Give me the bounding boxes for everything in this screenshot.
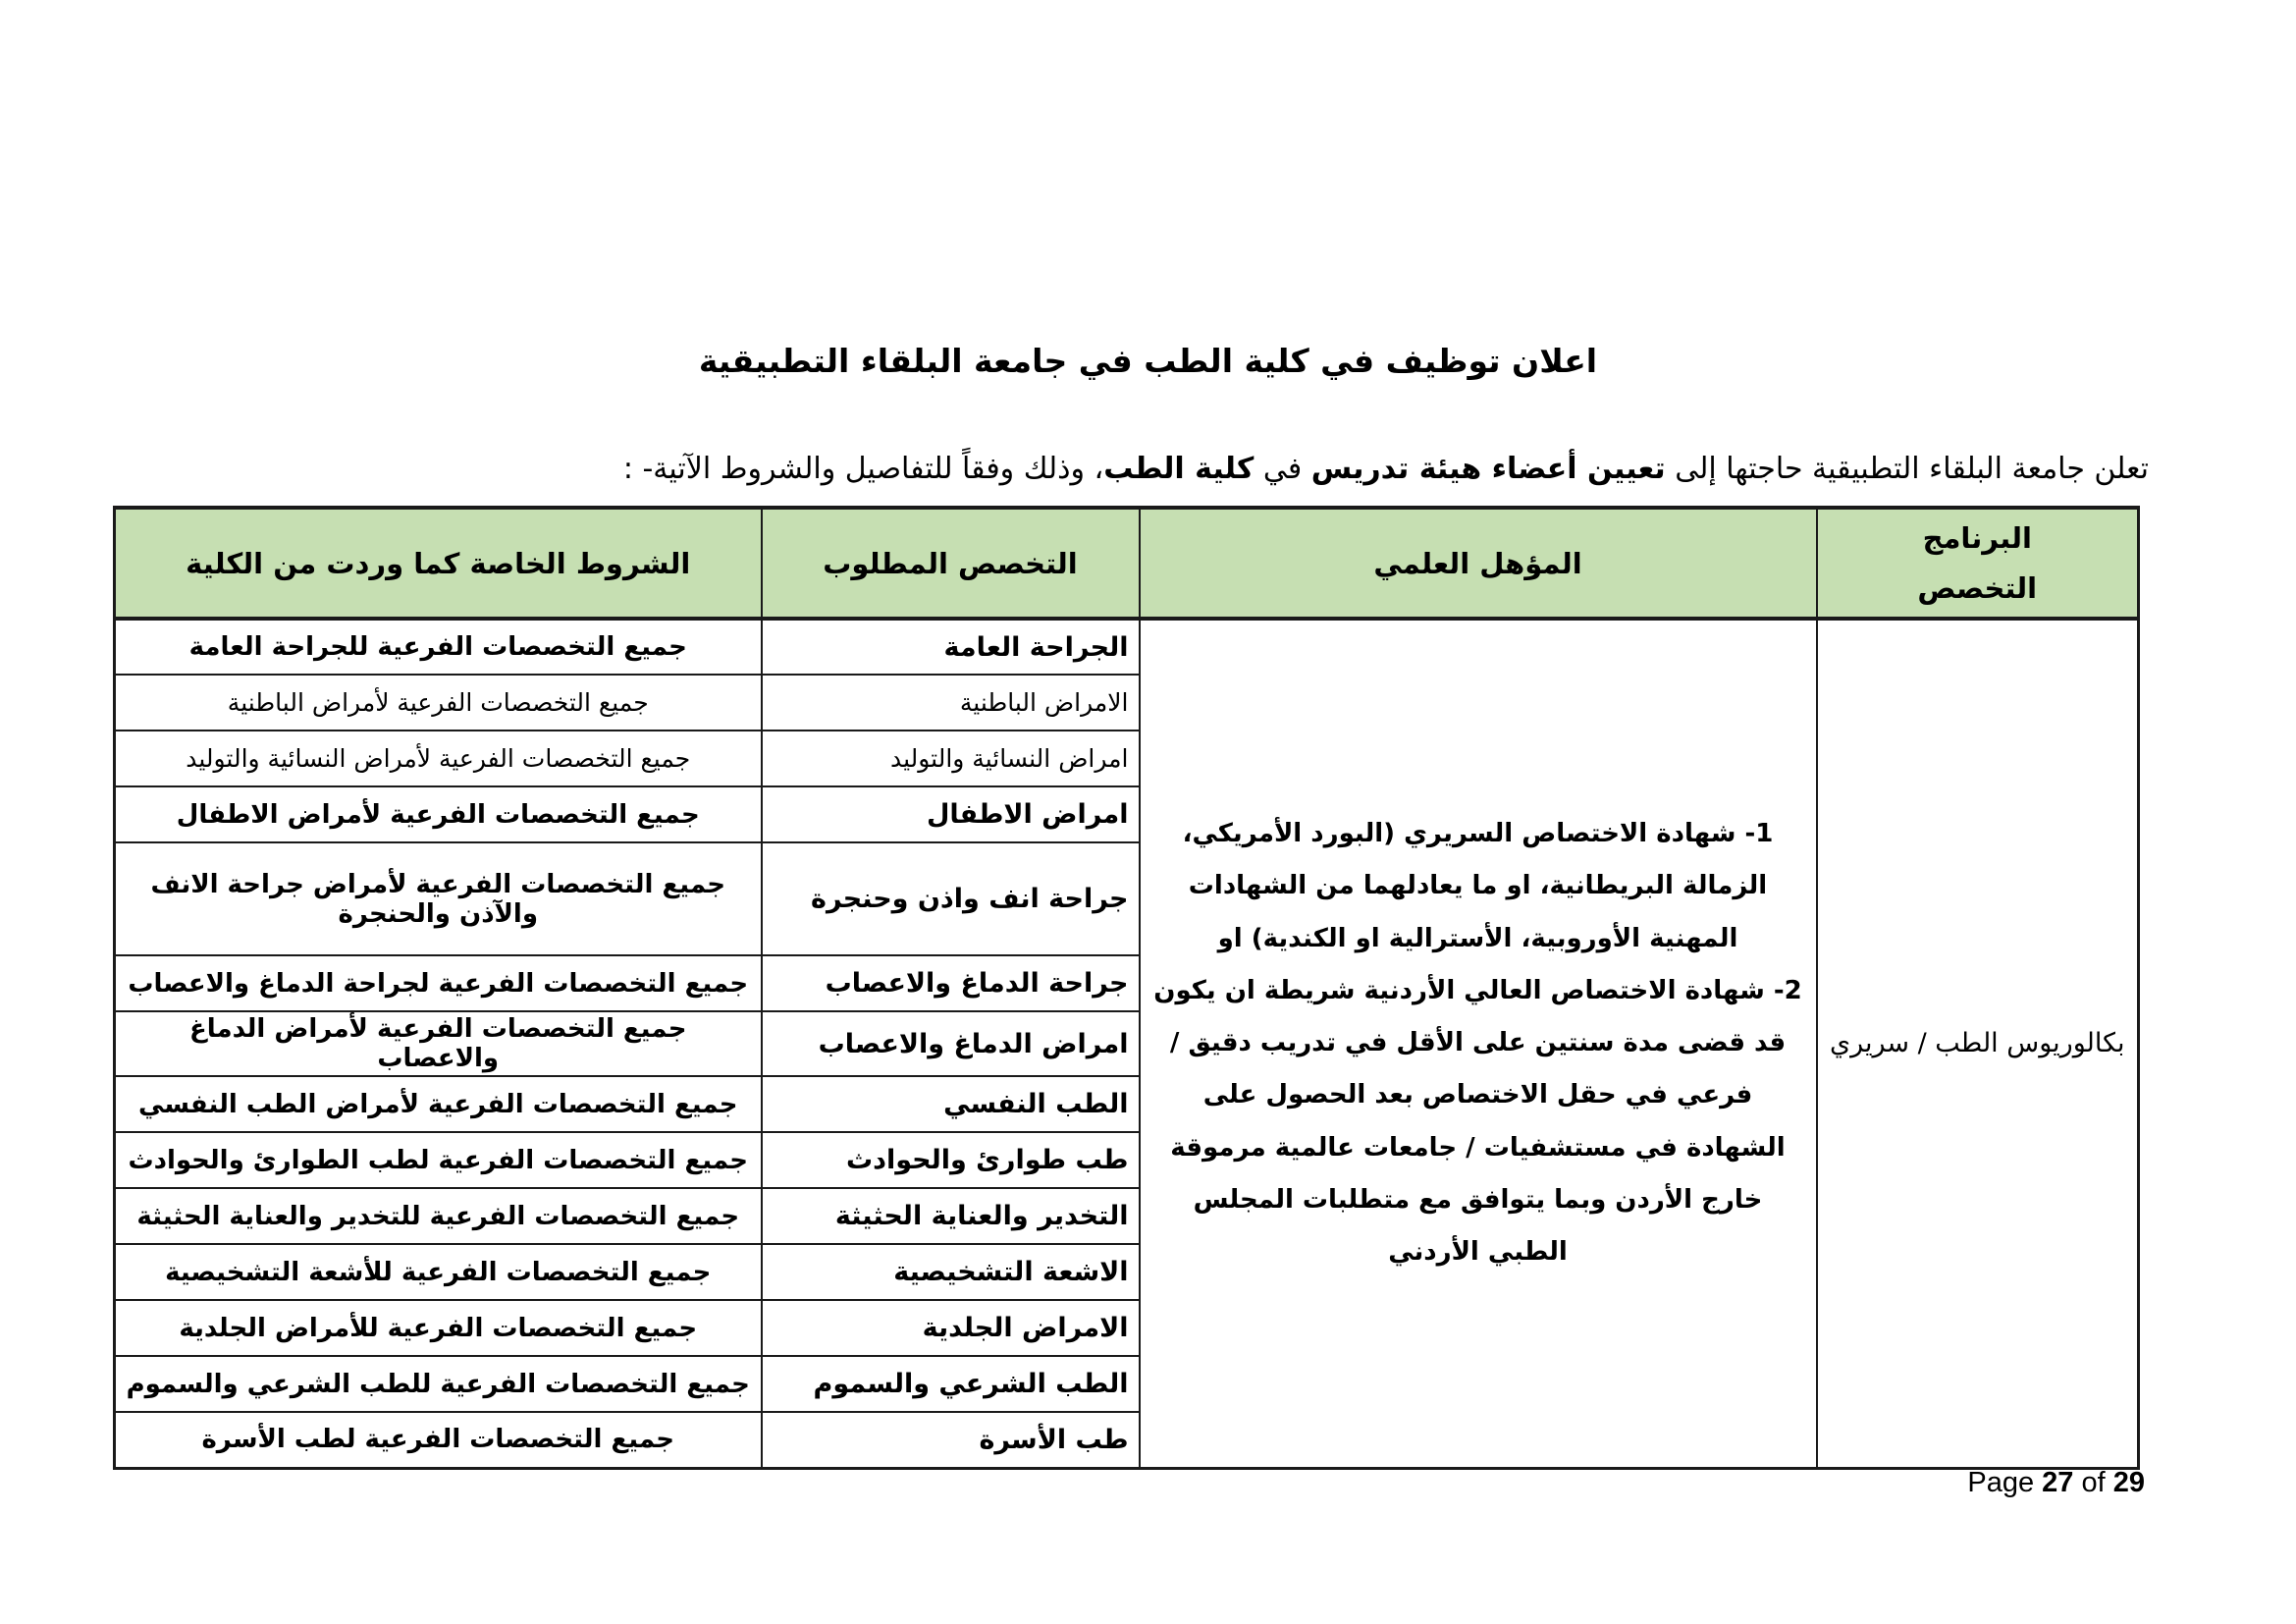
table-row [115, 619, 2139, 675]
header-program [1817, 508, 2139, 619]
specialty-cell: جراحة انف واذن وحنجرة [762, 842, 1140, 955]
qualification-item: 2- شهادة الاختصاص العالي الأردنية شريطة ان يكون قد قضى مدة سنتين على الأقل في تدريب دقيق / فرعي في حقل الاختصاص بعد الحصول على الشهادة في مستشفيات / جامعات عالمية مرموقة خارج الأردن وبما يتوافق مع متطلبات المجلس الطبي الأردني [1153, 975, 1802, 1268]
conditions-cell: جميع التخصصات الفرعية لأمراض جراحة الانف والآذن والحنجرة [115, 842, 762, 955]
intro-paragraph [623, 452, 2149, 486]
conditions-cell: جميع التخصصات الفرعية لأمراض الدماغ والاعصاب [115, 1011, 762, 1076]
header-specialty: التخصص المطلوب [762, 508, 1140, 619]
header-program-line1: البرنامج [1922, 520, 2032, 555]
footer-of-label: of [2073, 1467, 2113, 1498]
conditions-cell: جميع التخصصات الفرعية للتخدير والعناية الحثيثة [115, 1188, 762, 1244]
page-footer [1967, 1467, 2145, 1499]
intro-text-3: ، وذلك وفقاً للتفاصيل والشروط الآتية- : [622, 452, 1104, 486]
specialty-cell: الطب الشرعي والسموم [762, 1356, 1140, 1412]
conditions-cell: جميع التخصصات الفرعية للأشعة التشخيصية [115, 1244, 762, 1300]
specialty-cell: طب طوارئ والحوادث [762, 1132, 1140, 1188]
conditions-cell: جميع التخصصات الفرعية للأمراض الجلدية [115, 1300, 762, 1356]
specialty-cell: امراض الاطفال [762, 786, 1140, 842]
intro-bold-appointment: تعيين أعضاء هيئة تدريس [1310, 452, 1666, 486]
specialty-cell: الامراض الباطنية [762, 675, 1140, 731]
footer-total-pages: 29 [2112, 1467, 2145, 1498]
conditions-cell: جميع التخصصات الفرعية لأمراض النسائية والتوليد [115, 731, 762, 786]
conditions-cell: جميع التخصصات الفرعية لأمراض الباطنية [115, 675, 762, 731]
header-conditions: الشروط الخاصة كما وردت من الكلية [115, 508, 762, 619]
table-header-row [115, 508, 2139, 619]
specialty-cell: جراحة الدماغ والاعصاب [762, 955, 1140, 1011]
specialty-cell: امراض النسائية والتوليد [762, 731, 1140, 786]
intro-text-1: تعلن جامعة البلقاء التطبيقية حاجتها إلى [1665, 452, 2149, 486]
conditions-cell: جميع التخصصات الفرعية لطب الأسرة [115, 1412, 762, 1468]
intro-bold-faculty: كلية الطب [1103, 452, 1255, 486]
page-title: اعلان توظيف في كلية الطب في جامعة البلقاء التطبيقية [698, 342, 1598, 380]
conditions-cell: جميع التخصصات الفرعية للجراحة العامة [115, 619, 762, 675]
specialty-cell: الجراحة العامة [762, 619, 1140, 675]
footer-page-label: Page [1967, 1467, 2043, 1498]
specialty-cell: طب الأسرة [762, 1412, 1140, 1468]
positions-table [113, 506, 2140, 1470]
qualification-merged-cell [1140, 619, 1817, 1468]
specialty-cell: الطب النفسي [762, 1076, 1140, 1132]
specialty-cell: الاشعة التشخيصية [762, 1244, 1140, 1300]
footer-current-page: 27 [2042, 1467, 2074, 1498]
conditions-cell: جميع التخصصات الفرعية لطب الطوارئ والحوادث [115, 1132, 762, 1188]
intro-text-2: في [1254, 452, 1311, 486]
specialty-cell: التخدير والعناية الحثيثة [762, 1188, 1140, 1244]
conditions-cell: جميع التخصصات الفرعية لجراحة الدماغ والاعصاب [115, 955, 762, 1011]
conditions-cell: جميع التخصصات الفرعية لأمراض الاطفال [115, 786, 762, 842]
header-program-line2: التخصص [1917, 570, 2038, 605]
specialty-cell: الامراض الجلدية [762, 1300, 1140, 1356]
program-merged-cell: بكالوريوس الطب / سريري [1817, 619, 2139, 1468]
conditions-cell: جميع التخصصات الفرعية لأمراض الطب النفسي [115, 1076, 762, 1132]
header-qualification: المؤهل العلمي [1140, 508, 1817, 619]
specialty-cell: امراض الدماغ والاعصاب [762, 1011, 1140, 1076]
conditions-cell: جميع التخصصات الفرعية للطب الشرعي والسموم [115, 1356, 762, 1412]
qualification-item: 1- شهادة الاختصاص السريري (البورد الأمريكي، الزمالة البريطانية، او ما يعادلهما من الشهادات المهنية الأوروبية، الأسترالية او الكندية) او [1182, 818, 1774, 953]
